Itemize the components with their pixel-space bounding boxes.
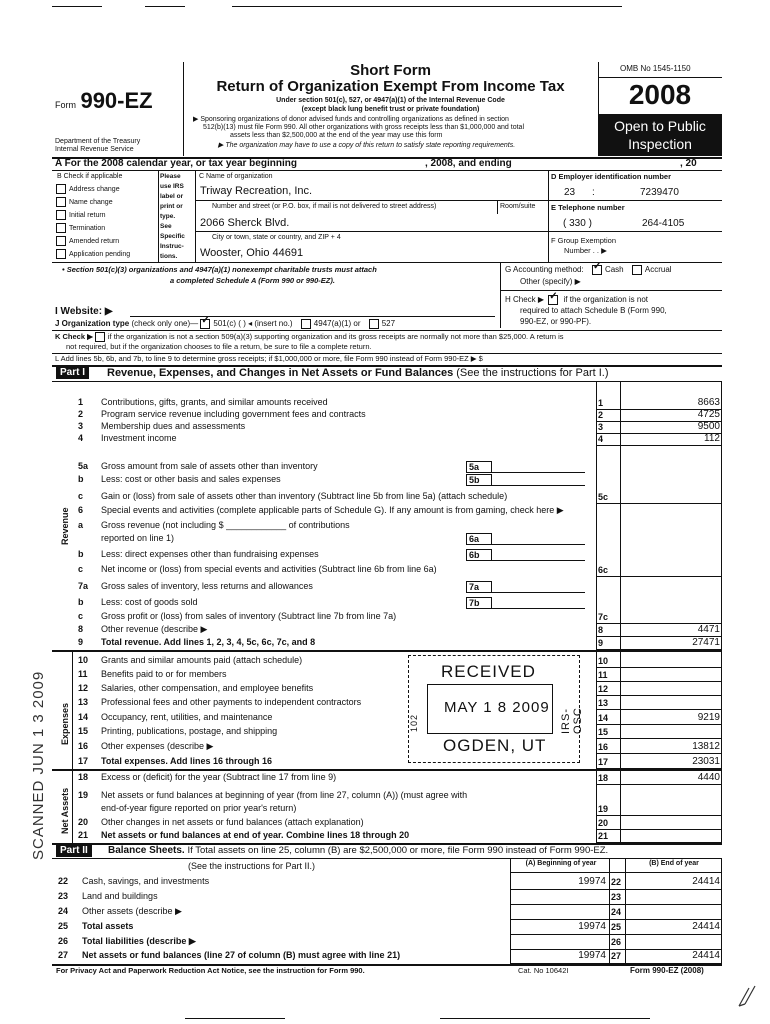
- part1-line-code: 15: [598, 727, 609, 737]
- part2-line-code: 26: [611, 937, 622, 947]
- part1-line-desc: Less: cost or other basis and sales expenses: [101, 474, 281, 484]
- part2-line-number: 27: [58, 950, 69, 960]
- title-sub3c: assets less than $2,500,000 at the end of the year may use this form: [230, 132, 443, 139]
- part2-col-b-amount[interactable]: 24414: [692, 950, 720, 961]
- col-a-header: (A) Beginning of year: [525, 860, 597, 867]
- part1-line-number: 12: [78, 683, 89, 693]
- part2-line-code: 25: [611, 922, 622, 932]
- part2-line-number: 23: [58, 891, 69, 901]
- ein-sep: :: [592, 187, 595, 198]
- box-b-title: B Check if applicable: [57, 173, 123, 180]
- part1-line-desc: Total expenses. Add lines 16 through 16: [101, 756, 273, 766]
- part1-line-code: 21: [598, 831, 609, 841]
- part1-line-number: 11: [78, 669, 88, 679]
- org-type-line: J Organization type (check only one)— ✓ 501(c) ( ) ◂ (insert no.) 4947(a)(1) or 527: [55, 319, 395, 329]
- form-number: 990-EZ: [80, 88, 153, 113]
- part1-line-number: b: [78, 474, 84, 484]
- part1-line-code: 18: [598, 773, 609, 783]
- part1-line-number: 16: [78, 741, 89, 751]
- footer-cat: Cat. No 10642I: [518, 966, 569, 975]
- part1-line-number: 6: [78, 505, 84, 515]
- part1-line-number: 18: [78, 772, 89, 782]
- room-label: Room/suite: [500, 203, 536, 210]
- phone-area[interactable]: ( 330 ): [563, 218, 592, 229]
- line-a-label: A For the 2008 calendar year, or tax year beginning: [55, 158, 297, 169]
- stamp-date: MAY 1 8 2009: [444, 699, 550, 716]
- check-h: H Check ▶ ✓ if the organization is not: [505, 295, 648, 305]
- irs-label-instructions: Please use IRS label or print or type. See Specific Instruc- tions.: [160, 173, 185, 260]
- org-type-4947-checkbox[interactable]: [301, 319, 311, 329]
- title-sub3a: ▶ Sponsoring organizations of donor advised funds and controlling organizations as defined in section: [193, 116, 509, 123]
- ein-prefix[interactable]: 23: [564, 187, 576, 198]
- omb-number: OMB No 1545-1150: [620, 64, 691, 73]
- part1-line-desc: Net assets or fund balances at beginning of year (from line 27, column (A)) (must agree with: [101, 790, 468, 800]
- part1-line-number: b: [78, 549, 84, 559]
- line-a-mid: , 2008, and ending: [425, 158, 512, 169]
- part1-line-desc: Professional fees and other payments to independent contractors: [101, 697, 362, 707]
- footer-form: Form 990-EZ (2008): [630, 966, 704, 975]
- line-k-2: not required, but if the organization chooses to file a return, be sure to file a complete return.: [66, 342, 372, 351]
- part1-inner-box[interactable]: 6a: [466, 533, 492, 545]
- part2-instructions: (See the instructions for Part II.): [188, 861, 316, 871]
- stamp-received: RECEIVED: [441, 662, 536, 681]
- side-label-revenue: Revenue: [60, 507, 70, 545]
- box-b-item[interactable]: Initial return: [56, 209, 130, 222]
- part1-line-desc: Total revenue. Add lines 1, 2, 3, 4, 5c, 6c, 7c, and 8: [101, 637, 316, 647]
- line-l: L Add lines 5b, 6b, and 7b, to line 9 to determine gross receipts; if $1,000,000 or more, file Form 990 instead of Form 990-EZ ▶ $: [55, 354, 483, 363]
- part1-line-number: 8: [78, 624, 84, 634]
- section-501-note-2: a completed Schedule A (Form 990 or 990-EZ).: [170, 276, 335, 285]
- part1-line-code: 10: [598, 656, 609, 666]
- part1-line-desc: Gross sales of inventory, less returns and allowances: [101, 581, 313, 591]
- part1-line-desc: Special events and activities (complete applicable parts of Schedule G). If any amount is from gaming, check here ▶: [101, 505, 564, 515]
- org-type-527-checkbox[interactable]: [369, 319, 379, 329]
- accrual-checkbox[interactable]: [632, 265, 642, 275]
- org-street[interactable]: 2066 Sherck Blvd.: [200, 217, 290, 229]
- stamp-side-code: 102: [409, 713, 419, 732]
- part1-line-desc: Benefits paid to or for members: [101, 669, 227, 679]
- part1-line-number: 14: [78, 712, 89, 722]
- part1-line-number: 5a: [78, 461, 89, 471]
- schedule-b-checkbox[interactable]: [548, 295, 558, 305]
- part1-line-desc: Program service revenue including government fees and contracts: [101, 409, 366, 419]
- title-short-form: Short Form: [350, 62, 431, 79]
- street-label: Number and street (or P.O. box, if mail is not delivered to street address): [212, 203, 437, 210]
- box-b-item[interactable]: Address change: [56, 183, 130, 196]
- line-k-checkbox[interactable]: [95, 332, 105, 342]
- box-b-item[interactable]: Termination: [56, 222, 130, 235]
- org-name-label: C Name of organization: [199, 173, 273, 180]
- ein-number[interactable]: 7239470: [640, 187, 679, 198]
- part2-col-a-amount[interactable]: 19974: [578, 921, 606, 932]
- part1-line-code: 6c: [598, 565, 609, 575]
- open-line2: Inspection: [628, 136, 692, 152]
- part1-line-desc: Gross amount from sale of assets other than inventory: [101, 461, 318, 471]
- open-line1: Open to Public: [614, 118, 706, 134]
- title-sub1: Under section 501(c), 527, or 4947(a)(1) of the Internal Revenue Code: [276, 97, 505, 104]
- part1-line-number: 19: [78, 790, 89, 800]
- box-b-item[interactable]: Amended return: [56, 235, 130, 248]
- part1-inner-box[interactable]: 5b: [466, 474, 492, 486]
- part2-line-desc: Land and buildings: [82, 891, 158, 901]
- part1-line-code: 4: [598, 434, 604, 444]
- part1-line-desc: Other expenses (describe ▶: [101, 741, 214, 751]
- part1-line-desc: Investment income: [101, 433, 177, 443]
- part1-line-code: 8: [598, 625, 604, 635]
- accounting-other[interactable]: Other (specify) ▶: [520, 277, 581, 286]
- part1-line-number: 2: [78, 409, 84, 419]
- part2-line-desc: Other assets (describe ▶: [82, 906, 182, 916]
- part2-line-code: 22: [611, 877, 622, 887]
- part1-line-amount[interactable]: 4440: [697, 772, 720, 783]
- tax-year: 2008: [628, 79, 692, 110]
- stamp-date-box: [427, 684, 553, 734]
- part1-line-desc: Contributions, gifts, grants, and similar amounts received: [101, 397, 328, 407]
- part1-line-number: 21: [78, 830, 89, 840]
- part1-line-code: 1: [598, 398, 604, 408]
- title-main: Return of Organization Exempt From Income Tax: [216, 78, 565, 95]
- section-501-note-1: • Section 501(c)(3) organizations and 4947(a)(1) nonexempt charitable trusts must attach: [62, 265, 377, 274]
- part1-line-desc: Less: cost of goods sold: [101, 597, 198, 607]
- part1-line-desc: Salaries, other compensation, and employee benefits: [101, 683, 314, 693]
- group-exemption-number[interactable]: Number . . ▶: [564, 246, 607, 255]
- org-name[interactable]: Triway Recreation, Inc.: [200, 185, 313, 197]
- part1-line-number: 1: [78, 397, 84, 407]
- part1-line-number: c: [78, 491, 84, 501]
- part1-line-number: 13: [78, 697, 89, 707]
- part1-line-code: 7c: [598, 612, 609, 622]
- part1-line-number: 4: [78, 433, 84, 443]
- part1-inner-box[interactable]: 5a: [466, 461, 492, 473]
- part2-line-desc: Total liabilities (describe ▶: [82, 936, 196, 946]
- part2-line-desc: Net assets or fund balances (line 27 of column (B) must agree with line 21): [82, 950, 401, 960]
- part1-line-desc: Membership dues and assessments: [101, 421, 246, 431]
- handwritten-mark: [735, 980, 759, 1010]
- part1-line-code: 13: [598, 698, 609, 708]
- part1-line-desc: Gross revenue (not including $ ____________ of contributions: [101, 520, 350, 530]
- part1-line-amount[interactable]: 13812: [692, 741, 720, 752]
- part1-line-code: 16: [598, 742, 609, 752]
- form-prefix: Form: [55, 100, 76, 110]
- part2-line-code: 23: [611, 892, 622, 902]
- part2-line-number: 22: [58, 876, 69, 886]
- part1-line-desc: Excess or (deficit) for the year (Subtract line 17 from line 9): [101, 772, 337, 782]
- check-h-3: 990-EZ, or 990-PF).: [520, 317, 592, 326]
- part1-line-code: 11: [598, 670, 608, 680]
- part1-line-number: c: [78, 611, 84, 621]
- part1-line-number: 7a: [78, 581, 89, 591]
- check-h-2: required to attach Schedule B (Form 990,: [520, 306, 667, 315]
- part1-line-desc: Net assets or fund balances at end of year. Combine lines 18 through 20: [101, 830, 410, 840]
- part1-inner-box[interactable]: 6b: [466, 549, 492, 561]
- line-k-1: K Check ▶ if the organization is not a section 509(a)(3) supporting organization and its gross receipts are normally not more than $25,000. A return is: [55, 332, 564, 341]
- part1-line-amount[interactable]: 112: [704, 433, 720, 444]
- part2-line-desc: Total assets: [82, 921, 134, 931]
- part1-line-desc: Gain or (loss) from sale of assets other than inventory (Subtract line 5b from line 5a) (attach schedule): [101, 491, 508, 501]
- open-to-public-box: [598, 114, 722, 156]
- part1-line-number: 9: [78, 637, 84, 647]
- part2-line-number: 24: [58, 906, 69, 916]
- phone-label: E Telephone number: [551, 203, 625, 212]
- part1-line-code: 14: [598, 713, 609, 723]
- part1-line-desc: Less: direct expenses other than fundraising expenses: [101, 549, 319, 559]
- title-sub3b: 512(b)(13) must file Form 990. All other organizations with gross receipts less than $1,000,000 and total: [203, 124, 525, 131]
- footer-privacy: For Privacy Act and Paperwork Reduction Act Notice, see the instruction for Form 990.: [56, 966, 365, 975]
- form-id-block: [55, 88, 153, 114]
- part1-line-code: 3: [598, 422, 604, 432]
- part2-line-number: 26: [58, 936, 69, 946]
- part1-line-code: 5c: [598, 492, 609, 502]
- website-label: I Website: ▶: [55, 306, 113, 317]
- part1-line-number: c: [78, 564, 84, 574]
- part1-inner-box[interactable]: 7a: [466, 581, 492, 593]
- part2-line-desc: Cash, savings, and investments: [82, 876, 210, 886]
- irs-label: Internal Revenue Service: [55, 146, 134, 153]
- part2-line-code: 24: [611, 907, 622, 917]
- box-b-list: [56, 183, 130, 261]
- part1-line-desc: Other revenue (describe ▶: [101, 624, 208, 634]
- side-label-expenses: Expenses: [60, 702, 70, 745]
- box-b-item[interactable]: Application pending: [56, 248, 130, 261]
- received-stamp: [408, 655, 584, 763]
- part1-line-number: a: [78, 520, 84, 530]
- part1-line-amount[interactable]: 9219: [697, 712, 720, 723]
- part1-line-desc: end-of-year figure reported on prior year's return): [101, 803, 297, 813]
- title-sub2: (except black lung benefit trust or private foundation): [301, 106, 480, 113]
- part2-title: Balance Sheets. If Total assets on line 25, column (B) are $2,500,000 or more, file Form 990 instead of Form 990-EZ.: [108, 845, 609, 856]
- part1-label: Part I: [56, 366, 89, 379]
- part1-line-amount[interactable]: 8663: [697, 397, 720, 408]
- part1-line-code: 19: [598, 804, 609, 814]
- part1-inner-box[interactable]: 7b: [466, 597, 492, 609]
- part1-line-number: 10: [78, 655, 89, 665]
- scanned-stamp: SCANNED JUN 1 3 2009: [30, 670, 47, 860]
- part1-line-desc: reported on line 1): [101, 533, 175, 543]
- part1-line-number: 20: [78, 817, 89, 827]
- phone-number[interactable]: 264-4105: [642, 218, 685, 229]
- group-exemption-label: F Group Exemption: [551, 236, 617, 245]
- org-city[interactable]: Wooster, Ohio 44691: [200, 247, 304, 259]
- stamp-city: OGDEN, UT: [443, 736, 547, 755]
- part2-col-b-amount[interactable]: 24414: [692, 876, 720, 887]
- part2-col-a-amount[interactable]: 19974: [578, 950, 606, 961]
- part1-line-desc: Occupancy, rent, utilities, and maintenance: [101, 712, 273, 722]
- dept-label: Department of the Treasury: [55, 138, 141, 145]
- part1-title: Revenue, Expenses, and Changes in Net Assets or Fund Balances (See the instructions for Part I.): [107, 367, 609, 379]
- box-b-item[interactable]: Name change: [56, 196, 130, 209]
- part1-line-desc: Gross profit or (loss) from sales of inventory (Subtract line 7b from line 7a): [101, 611, 397, 621]
- part1-line-code: 20: [598, 818, 609, 828]
- part1-line-number: 15: [78, 726, 89, 736]
- part2-col-a-amount[interactable]: 19974: [578, 876, 606, 887]
- part2-line-code: 27: [611, 951, 622, 961]
- city-label: City or town, state or country, and ZIP + 4: [212, 234, 341, 241]
- part1-line-code: 17: [598, 757, 609, 767]
- part2-label: Part II: [56, 844, 92, 857]
- part1-line-amount[interactable]: 4725: [697, 409, 720, 420]
- org-type-501c-checkbox[interactable]: [200, 319, 210, 329]
- part1-line-number: 17: [78, 756, 89, 766]
- part1-line-number: b: [78, 597, 84, 607]
- part1-line-desc: Printing, publications, postage, and shipping: [101, 726, 278, 736]
- part1-line-amount[interactable]: 4471: [697, 624, 720, 635]
- part1-line-number: 3: [78, 421, 84, 431]
- part1-line-desc: Other changes in net assets or fund balances (attach explanation): [101, 817, 364, 827]
- part1-line-desc: Grants and similar amounts paid (attach schedule): [101, 655, 303, 665]
- ein-label: D Employer identification number: [551, 172, 672, 181]
- part1-line-code: 9: [598, 638, 604, 648]
- cash-checkbox[interactable]: [592, 265, 602, 275]
- part2-line-number: 25: [58, 921, 69, 931]
- col-b-header: (B) End of year: [649, 860, 699, 867]
- accounting-method: G Accounting method: ✓ Cash Accrual: [505, 265, 672, 275]
- part1-line-desc: Net income or (loss) from special events and activities (Subtract line 6b from line 6a): [101, 564, 437, 574]
- part1-line-amount[interactable]: 9500: [697, 421, 720, 432]
- part1-line-code: 2: [598, 410, 604, 420]
- part2-col-b-amount[interactable]: 24414: [692, 921, 720, 932]
- line-a-end: , 20: [680, 158, 697, 169]
- part1-line-code: 12: [598, 684, 609, 694]
- stamp-irs: IRS-OSC: [560, 707, 584, 734]
- part1-line-amount[interactable]: 23031: [692, 756, 720, 767]
- title-sub4: ▶ The organization may have to use a copy of this return to satisfy state reporting requirements.: [218, 142, 516, 149]
- part1-line-amount[interactable]: 27471: [692, 637, 720, 648]
- side-label-net-assets: Net Assets: [60, 787, 70, 834]
